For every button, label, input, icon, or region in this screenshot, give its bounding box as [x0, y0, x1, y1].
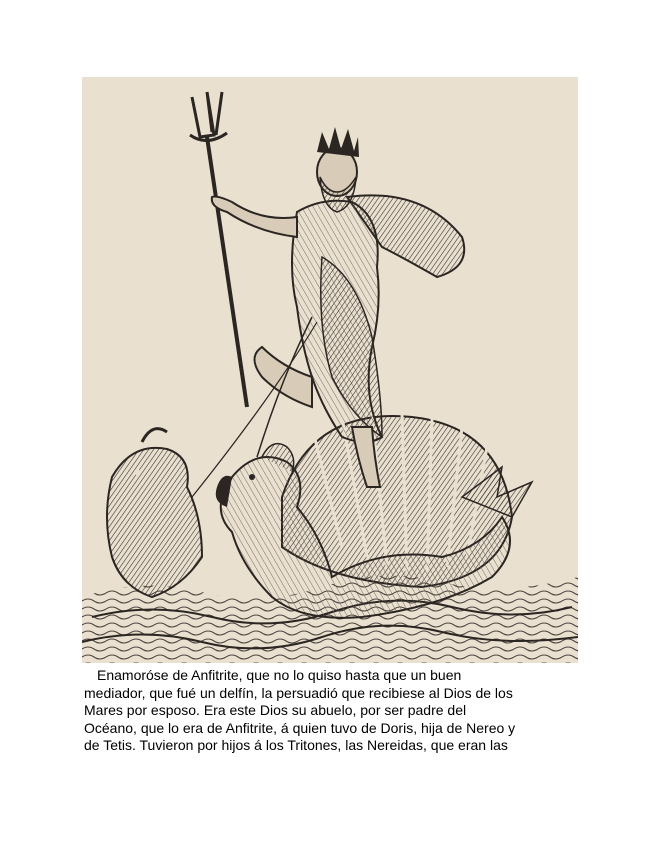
paragraph-line-3: Mares por esposo. Era este Dios su abuelo, por ser padre del: [84, 702, 467, 718]
engraving-artwork: [82, 77, 578, 663]
paragraph-line-1: Enamoróse de Anfitrite, que no lo quiso hasta que un buen: [97, 667, 462, 683]
paragraph-line-5: de Tetis. Tuvieron por hijos á los Tritones, las Nereidas, que eran las: [84, 737, 508, 753]
neptune-engraving-illustration: [82, 77, 578, 663]
body-paragraph: [84, 667, 584, 755]
paragraph-line-2: mediador, que fué un delfín, la persuadió que recibiese al Dios de los: [84, 684, 513, 701]
paragraph-line-4: Océano, que lo era de Anfitrite, á quien tuvo de Doris, hija de Nereo y: [84, 719, 516, 736]
